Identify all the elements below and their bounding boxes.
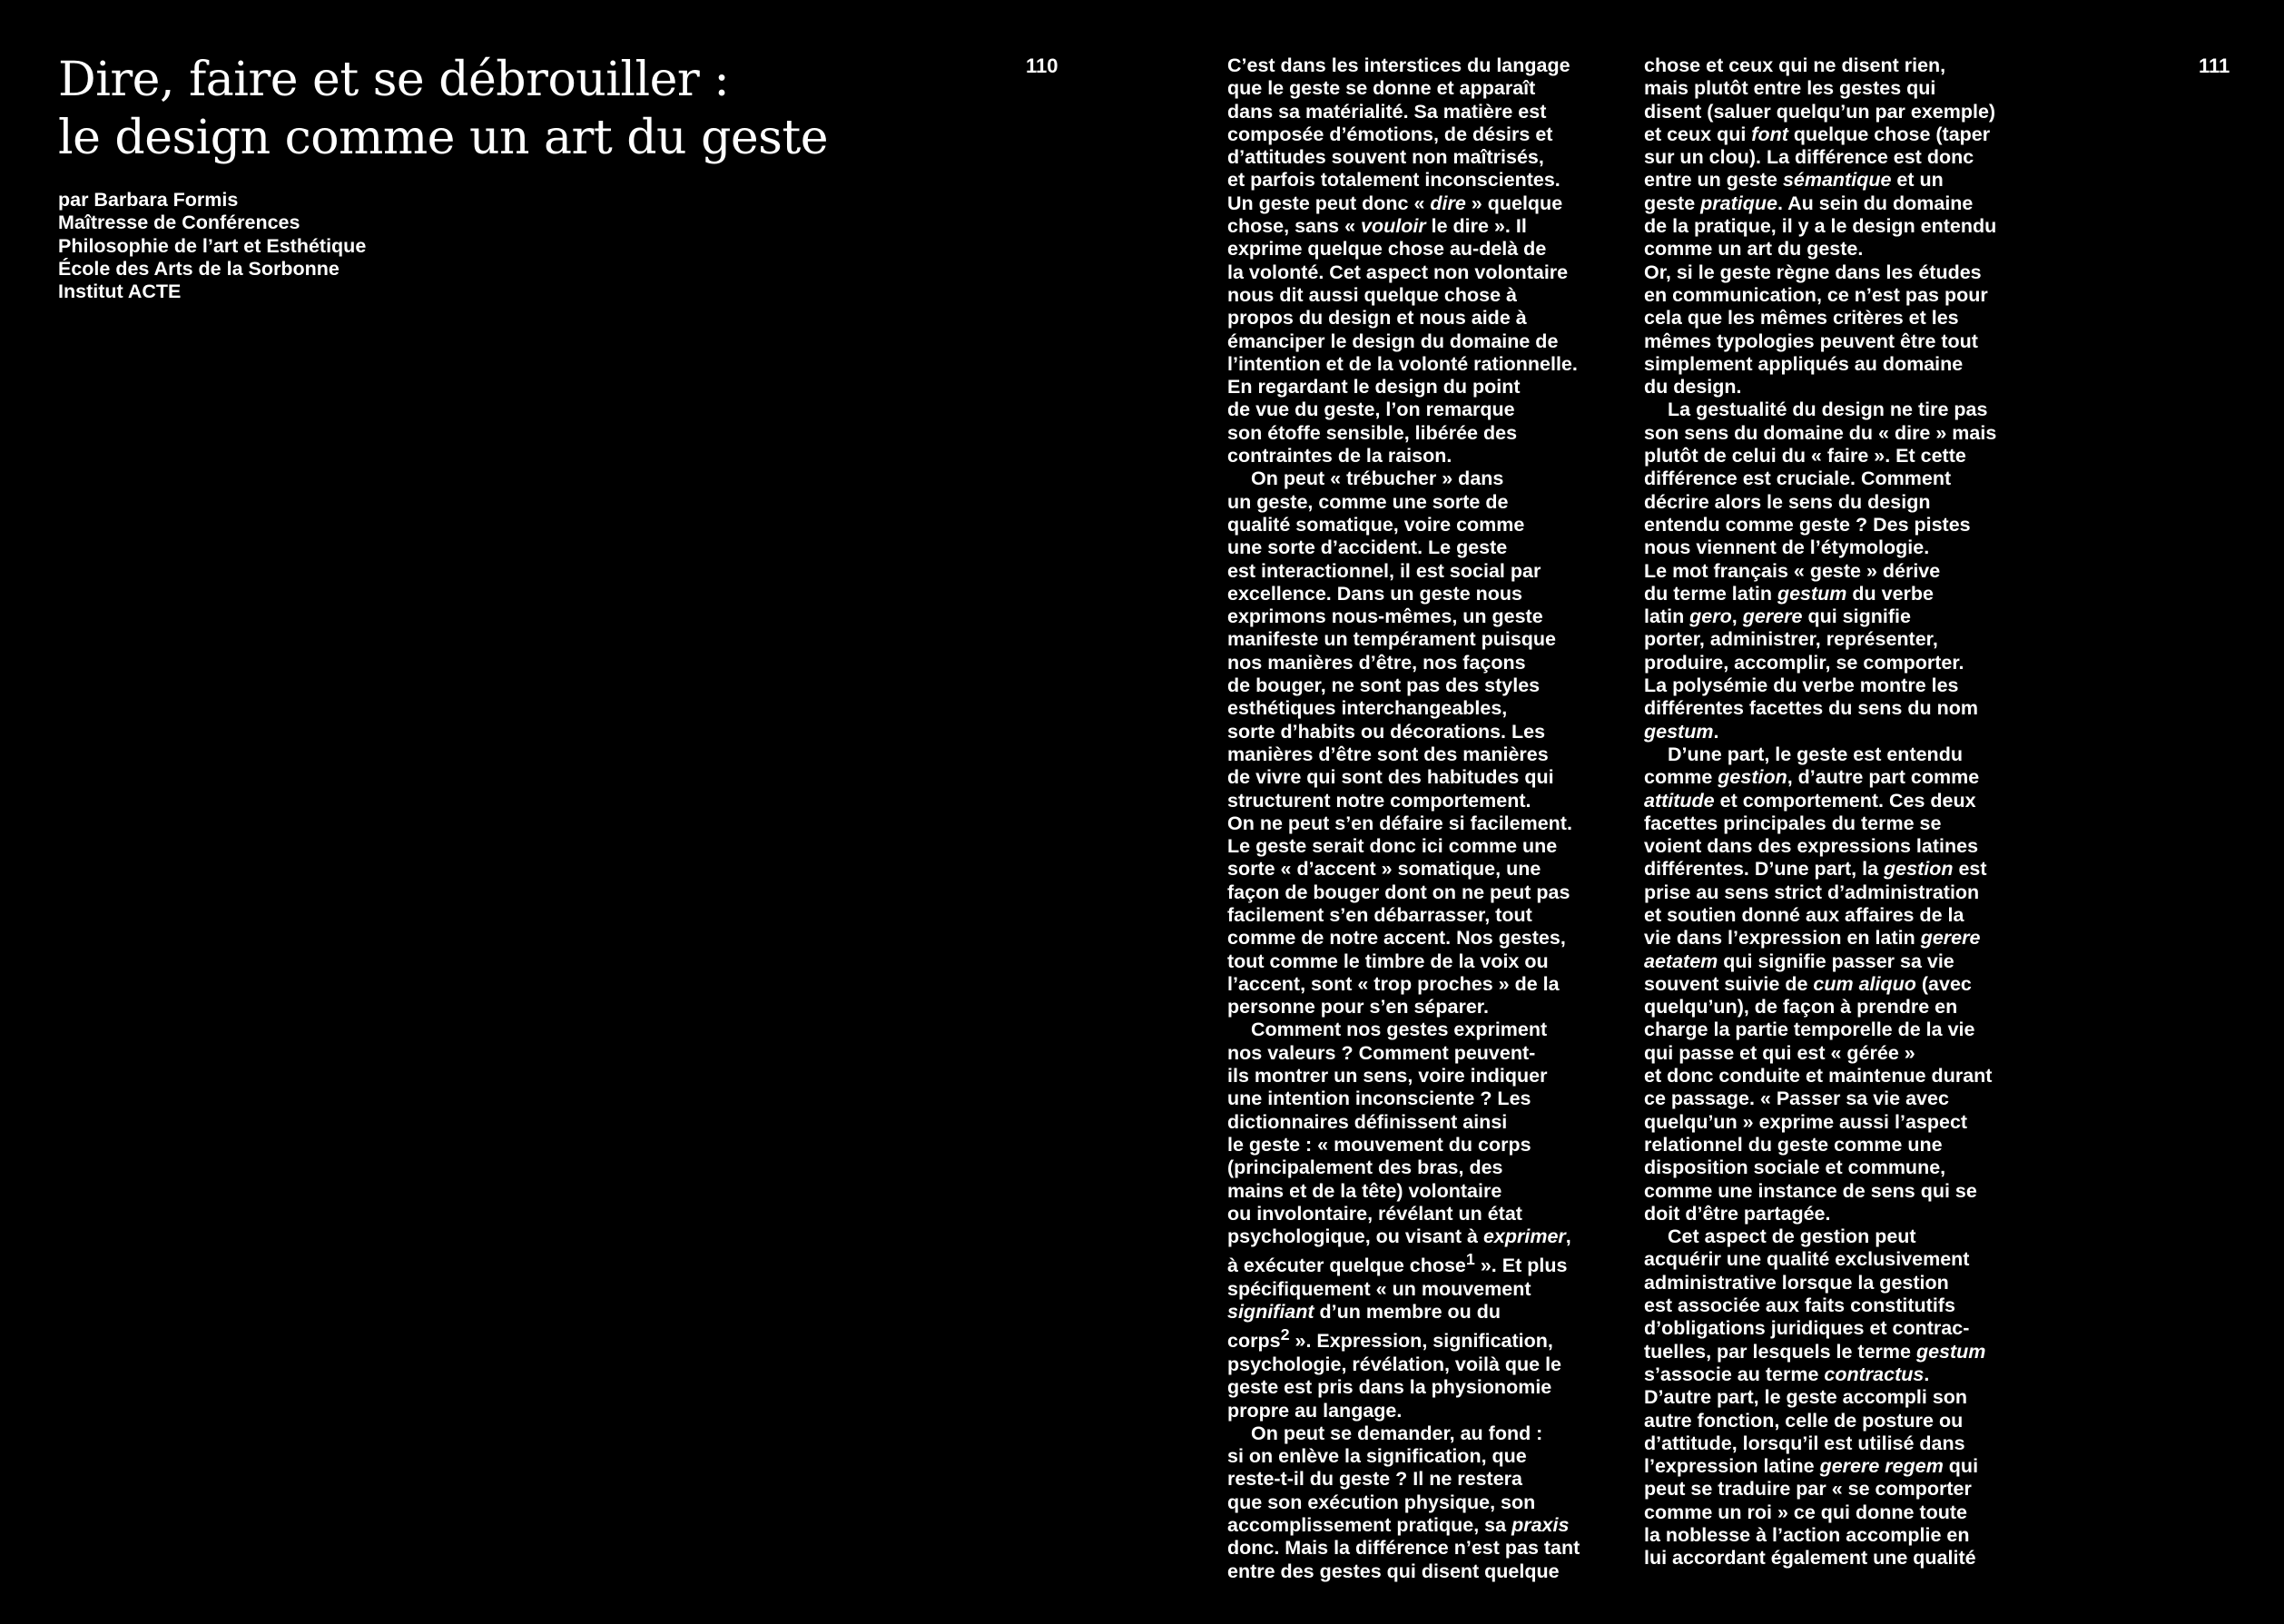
text-line: corps$^2$ ». Expression, signification, bbox=[1227, 1325, 1553, 1353]
text-line: peut se traduire par « se comporter bbox=[1644, 1478, 1972, 1501]
text-line: entendu comme geste ? Des pistes bbox=[1644, 513, 1971, 536]
text-line: doit d’être partagée. bbox=[1644, 1202, 1831, 1225]
text-line: la volonté. Cet aspect non volontaire bbox=[1227, 261, 1569, 283]
text-line: facettes principales du terme se bbox=[1644, 812, 1942, 834]
text-line: à exécuter quelque chose$^1$ ». Et plus bbox=[1227, 1250, 1568, 1277]
text-line: et soutien donné aux affaires de la bbox=[1644, 903, 1964, 926]
text-line: d’attitude, lorsqu’il est utilisé dans bbox=[1644, 1432, 1965, 1454]
text-line: émanciper le design du domaine de bbox=[1227, 330, 1559, 352]
text-line: si on enlève la signification, que bbox=[1227, 1445, 1527, 1468]
text-line: disent (saluer quelqu’un par exemple) bbox=[1644, 100, 1996, 123]
text-line: C’est dans les interstices du langage bbox=[1227, 54, 1570, 76]
text-line: s’associe au terme contractus. bbox=[1644, 1363, 1930, 1385]
byline-line: Institut ACTE bbox=[58, 281, 182, 303]
text-line: propre au langage. bbox=[1227, 1399, 1403, 1422]
text-line: quelqu’un), de façon à prendre en bbox=[1644, 996, 1958, 1019]
text-line: composée d’émotions, de désirs et bbox=[1227, 123, 1553, 145]
text-line: sorte d’habits ou décorations. Les bbox=[1227, 720, 1546, 743]
text-line: comme une instance de sens qui se bbox=[1644, 1179, 1977, 1202]
text-line: décrire alors le sens du design bbox=[1644, 490, 1931, 513]
text-line: donc. Mais la différence n’est pas tant bbox=[1227, 1537, 1580, 1560]
text-line: cela que les mêmes critères et les bbox=[1644, 307, 1959, 330]
text-line: de bouger, ne sont pas des styles bbox=[1227, 674, 1541, 697]
text-line: La gestualité du design ne tire pas bbox=[1668, 399, 1988, 421]
text-line: nos manières d’être, nos façons bbox=[1227, 651, 1526, 674]
text-line: d’obligations juridiques et contrac- bbox=[1644, 1317, 1970, 1340]
text-line: en communication, ce n’est pas pour bbox=[1644, 283, 1988, 306]
text-line: charge la partie temporelle de la vie bbox=[1644, 1019, 1975, 1041]
text-line: du design. bbox=[1644, 376, 1742, 399]
text-line: dictionnaires définissent ainsi bbox=[1227, 1110, 1508, 1133]
text-line: tout comme le timbre de la voix ou bbox=[1227, 950, 1549, 972]
text-line: nous dit aussi quelque chose à bbox=[1227, 283, 1517, 306]
text-line: psychologique, ou visant à exprimer, bbox=[1227, 1225, 1571, 1248]
text-line: et donc conduite et maintenue durant bbox=[1644, 1065, 1993, 1088]
text-line: esthétiques interchangeables, bbox=[1227, 697, 1508, 720]
text-line: spécifiquement « un mouvement bbox=[1227, 1277, 1531, 1300]
text-line: ce passage. « Passer sa vie avec bbox=[1644, 1088, 1949, 1110]
text-line: attitude et comportement. Ces deux bbox=[1644, 789, 1976, 812]
byline-line: École des Arts de la Sorbonne bbox=[58, 257, 340, 280]
article-title bbox=[58, 51, 966, 167]
byline-line: Maîtresse de Conférences bbox=[58, 212, 300, 234]
text-line: simplement appliqués au domaine bbox=[1644, 352, 1964, 375]
text-line: mêmes typologies peuvent être tout bbox=[1644, 330, 1978, 352]
text-line: On ne peut s’en défaire si facilement. bbox=[1227, 812, 1572, 834]
text-line: que le geste se donne et apparaît bbox=[1227, 77, 1536, 100]
text-line: sorte « d’accent » somatique, une bbox=[1227, 858, 1541, 881]
text-line: l’intention et de la volonté rationnelle. bbox=[1227, 352, 1578, 375]
author-byline bbox=[58, 189, 366, 303]
text-line: mais plutôt entre les gestes qui bbox=[1644, 77, 1936, 100]
text-line: geste pratique. Au sein du domaine bbox=[1644, 192, 1974, 214]
text-line: structurent notre comportement. bbox=[1227, 789, 1531, 812]
text-line: geste est pris dans la physionomie bbox=[1227, 1376, 1552, 1399]
text-line: différentes. D’une part, la gestion est bbox=[1644, 858, 1987, 881]
text-line: voient dans des expressions latines bbox=[1644, 835, 1979, 858]
text-line: Cet aspect de gestion peut bbox=[1668, 1225, 1916, 1248]
text-line: On peut « trébucher » dans bbox=[1251, 468, 1504, 490]
text-line: manifeste un tempérament puisque bbox=[1227, 628, 1556, 651]
text-line: comme gestion, d’autre part comme bbox=[1644, 766, 1980, 789]
text-line: Le geste serait donc ici comme une bbox=[1227, 835, 1558, 858]
text-line: mains et de la tête) volontaire bbox=[1227, 1179, 1502, 1202]
text-line: façon de bouger dont on ne peut pas bbox=[1227, 881, 1570, 903]
text-line: aetatem qui signifie passer sa vie bbox=[1644, 950, 1954, 972]
text-line: est associée aux faits constitutifs bbox=[1644, 1294, 1955, 1317]
text-line: relationnel du geste comme une bbox=[1644, 1133, 1943, 1156]
text-line: signifiant d’un membre ou du bbox=[1227, 1301, 1501, 1324]
text-line: le geste : « mouvement du corps bbox=[1227, 1133, 1531, 1156]
title-line: le design comme un art du geste bbox=[58, 111, 828, 165]
text-line: de vivre qui sont des habitudes qui bbox=[1227, 766, 1554, 789]
text-line: comme un art du geste. bbox=[1644, 238, 1864, 261]
text-line: lui accordant également une qualité bbox=[1644, 1547, 1976, 1570]
text-line: et ceux qui font quelque chose (taper bbox=[1644, 123, 1991, 145]
text-line: contraintes de la raison. bbox=[1227, 445, 1452, 468]
text-line: qualité somatique, voire comme bbox=[1227, 513, 1525, 536]
text-line: autre fonction, celle de posture ou bbox=[1644, 1409, 1964, 1432]
text-line: nous viennent de l’étymologie. bbox=[1644, 536, 1930, 559]
text-line: entre des gestes qui disent quelque bbox=[1227, 1560, 1560, 1582]
text-line: exprime quelque chose au-delà de bbox=[1227, 238, 1547, 261]
byline-line: Philosophie de l’art et Esthétique bbox=[58, 234, 367, 257]
text-line: disposition sociale et commune, bbox=[1644, 1156, 1946, 1179]
text-line: l’accent, sont « trop proches » de la bbox=[1227, 972, 1560, 995]
text-line: prise au sens strict d’administration bbox=[1644, 881, 1980, 903]
text-line: du terme latin gestum du verbe bbox=[1644, 582, 1935, 605]
text-line: que son exécution physique, son bbox=[1227, 1491, 1536, 1513]
byline-line: par Barbara Formis bbox=[58, 189, 239, 211]
page-number-right: 111 bbox=[2199, 54, 2230, 77]
text-line: une intention inconsciente ? Les bbox=[1227, 1088, 1531, 1110]
text-line: personne pour s’en séparer. bbox=[1227, 996, 1489, 1019]
text-line: On peut se demander, au fond : bbox=[1251, 1422, 1543, 1444]
text-line: un geste, comme une sorte de bbox=[1227, 490, 1509, 513]
text-line: En regardant le design du point bbox=[1227, 376, 1521, 399]
text-line: l’expression latine gerere regem qui bbox=[1644, 1455, 1979, 1478]
text-line: administrative lorsque la gestion bbox=[1644, 1271, 1949, 1294]
text-line: différentes facettes du sens du nom bbox=[1644, 697, 1978, 720]
text-line: Un geste peut donc « dire » quelque bbox=[1227, 192, 1563, 214]
text-line: porter, administrer, représenter, bbox=[1644, 628, 1938, 651]
text-line: son étoffe sensible, libérée des bbox=[1227, 421, 1518, 444]
text-line: de la pratique, il y a le design entendu bbox=[1644, 215, 1997, 238]
text-line: sur un clou). La différence est donc bbox=[1644, 146, 1974, 169]
text-line: chose et ceux qui ne disent rien, bbox=[1644, 54, 1946, 76]
text-line: plutôt de celui du « faire ». Et cette bbox=[1644, 445, 1966, 468]
text-line: nos valeurs ? Comment peuvent- bbox=[1227, 1041, 1536, 1064]
text-line: facilement s’en débarrasser, tout bbox=[1227, 903, 1532, 926]
text-line: (principalement des bras, des bbox=[1227, 1156, 1503, 1179]
text-line: accomplissement pratique, sa praxis bbox=[1227, 1514, 1570, 1537]
text-line: son sens du domaine du « dire » mais bbox=[1644, 421, 1997, 444]
text-line: manières d’être sont des manières bbox=[1227, 743, 1549, 765]
text-line: différence est cruciale. Comment bbox=[1644, 468, 1952, 490]
text-line: propos du design et nous aide à bbox=[1227, 307, 1527, 330]
text-line: est interactionnel, il est social par bbox=[1227, 559, 1541, 582]
text-line: vie dans l’expression en latin gerere bbox=[1644, 927, 1981, 950]
text-line: ils montrer un sens, voire indiquer bbox=[1227, 1065, 1548, 1088]
text-line: tuelles, par lesquels le terme gestum bbox=[1644, 1340, 1986, 1363]
text-line: latin gero, gerere qui signifie bbox=[1644, 605, 1911, 628]
text-line: reste-t-il du geste ? Il ne restera bbox=[1227, 1468, 1522, 1491]
text-line: Le mot français « geste » dérive bbox=[1644, 559, 1941, 582]
text-line: de vue du geste, l’on remarque bbox=[1227, 399, 1515, 421]
text-line: chose, sans « vouloir le dire ». Il bbox=[1227, 215, 1527, 238]
page-number-left: 110 bbox=[1026, 54, 1058, 77]
text-line: La polysémie du verbe montre les bbox=[1644, 674, 1959, 697]
text-line: quelqu’un » exprime aussi l’aspect bbox=[1644, 1110, 1968, 1133]
text-line: Or, si le geste règne dans les études bbox=[1644, 261, 1982, 283]
text-line: et parfois totalement inconscientes. bbox=[1227, 169, 1560, 192]
title-line: Dire, faire et se débrouiller : bbox=[58, 53, 730, 107]
text-line: D’une part, le geste est entendu bbox=[1668, 743, 1963, 765]
text-line: d’attitudes souvent non maîtrisés, bbox=[1227, 146, 1544, 169]
text-column-2 bbox=[1644, 54, 1996, 1570]
text-line: acquérir une qualité exclusivement bbox=[1644, 1248, 1970, 1271]
text-line: comme un roi » ce qui donne toute bbox=[1644, 1501, 1967, 1523]
text-line: gestum. bbox=[1644, 720, 1719, 743]
text-line: exprimons nous-mêmes, un geste bbox=[1227, 605, 1543, 628]
text-line: qui passe et qui est « gérée » bbox=[1644, 1041, 1915, 1064]
text-line: une sorte d’accident. Le geste bbox=[1227, 536, 1508, 559]
text-line: entre un geste sémantique et un bbox=[1644, 169, 1944, 192]
text-line: Comment nos gestes expriment bbox=[1251, 1019, 1548, 1041]
text-line: comme de notre accent. Nos gestes, bbox=[1227, 927, 1566, 950]
text-line: excellence. Dans un geste nous bbox=[1227, 582, 1523, 605]
text-line: dans sa matérialité. Sa matière est bbox=[1227, 100, 1547, 123]
text-line: la noblesse à l’action accomplie en bbox=[1644, 1524, 1970, 1546]
text-line: ou involontaire, révélant un état bbox=[1227, 1202, 1522, 1225]
text-column-1 bbox=[1227, 54, 1580, 1583]
text-line: souvent suivie de cum aliquo (avec bbox=[1644, 972, 1972, 995]
text-line: D’autre part, le geste accompli son bbox=[1644, 1386, 1968, 1409]
text-line: produire, accomplir, se comporter. bbox=[1644, 651, 1964, 674]
text-line: psychologie, révélation, voilà que le bbox=[1227, 1353, 1561, 1375]
